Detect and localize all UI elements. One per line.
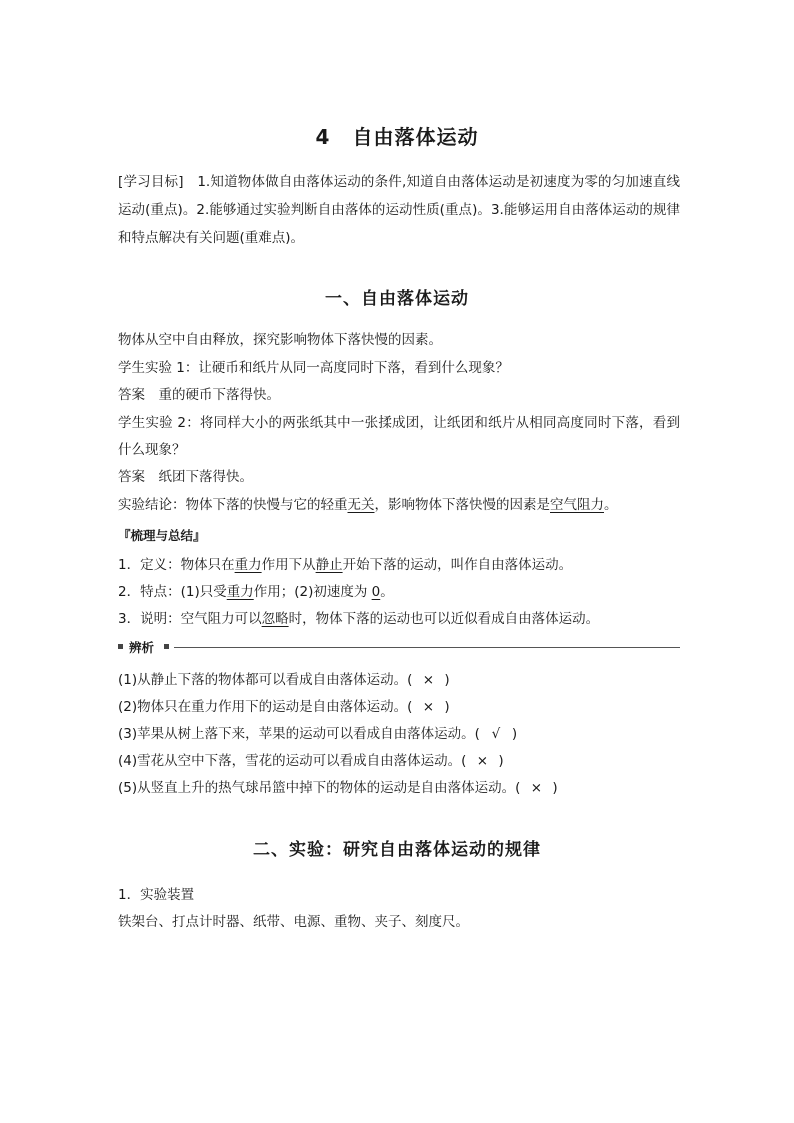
feature-answer-1: 重力: [226, 584, 254, 600]
lesson-title: 自由落体运动: [352, 125, 479, 149]
definition-line: [118, 552, 680, 579]
note-line: [118, 606, 680, 633]
judgement-answer: ×: [422, 699, 435, 715]
feature-answer-2: 0: [371, 584, 381, 600]
judgement-answer: ×: [422, 672, 435, 688]
experiment1-question: 学生实验 1：让硬币和纸片从同一高度同时下落，看到什么现象？: [118, 360, 509, 376]
section2-heading: 二、实验：研究自由落体运动的规律: [253, 840, 541, 860]
page-title: [0, 121, 794, 150]
feature-text: 。: [380, 584, 394, 600]
conclusion-answer-1: 无关: [347, 497, 375, 513]
experiment-conclusion: [118, 492, 680, 519]
judgement-answer: ×: [476, 753, 489, 769]
judgement-item: [118, 667, 680, 694]
definition-text: 1．定义：物体只在: [118, 557, 235, 573]
conclusion-text: 实验结论：物体下落的快慢与它的轻重: [118, 497, 348, 513]
judgement-close: ): [511, 726, 518, 742]
experiment2-answer: 答案 纸团下落得快。: [118, 469, 253, 485]
analysis-label: 辨析: [129, 640, 155, 655]
judgement-item: [118, 748, 680, 775]
section2-subheading: 1．实验装置: [118, 887, 195, 903]
feature-text: 作用；(2)初速度为: [253, 584, 372, 600]
analysis-divider: [118, 639, 680, 657]
judgement-item: [118, 775, 680, 802]
divider-rule: [174, 647, 680, 648]
definition-text: 作用下从: [261, 557, 316, 573]
judgement-item: [118, 721, 680, 748]
experiment1-answer: 答案 重的硬币下落得快。: [118, 387, 280, 403]
experiment2-question: 学生实验 2：将同样大小的两张纸其中一张揉成团，让纸团和纸片从相同高度同时下落，看到什么现象？: [118, 415, 680, 458]
judgement-close: ): [444, 699, 450, 715]
judgement-text: (5)从竖直上升的热气球吊篮中掉下的物体的运动是自由落体运动。(: [118, 780, 521, 796]
note-answer-1: 忽略: [261, 611, 289, 627]
bullet-square-icon: [118, 644, 123, 649]
judgement-text: (1)从静止下落的物体都可以看成自由落体运动。(: [118, 672, 413, 688]
judgement-close: ): [444, 672, 450, 688]
feature-text: 2．特点：(1)只受: [118, 584, 227, 600]
conclusion-answer-2: 空气阻力: [550, 497, 604, 513]
equipment-list: 铁架台、打点计时器、纸带、电源、重物、夹子、刻度尺。: [118, 914, 469, 930]
lesson-number: 4: [315, 125, 331, 149]
judgement-answer: √: [491, 726, 501, 742]
definition-text: 开始下落的运动，叫作自由落体运动。: [342, 557, 573, 573]
note-text: 3．说明：空气阻力可以: [118, 611, 262, 627]
judgement-close: ): [498, 753, 504, 769]
judgement-close: ): [552, 780, 558, 796]
judgement-text: (3)苹果从树上落下来，苹果的运动可以看成自由落体运动。(: [118, 726, 480, 742]
judgement-answer: ×: [530, 780, 543, 796]
definition-answer-2: 静止: [315, 557, 343, 573]
judgement-item: [118, 694, 680, 721]
definition-answer-1: 重力: [234, 557, 262, 573]
judgement-text: (2)物体只在重力作用下的运动是自由落体运动。(: [118, 699, 413, 715]
learning-goals: [学习目标] 1.知道物体做自由落体运动的条件,知道自由落体运动是初速度为零的匀加速直线运动(重点)。2.能够通过实验判断自由落体的运动性质(重点)。3.能够运用自由落体运动的规律和特点解决有关问题(重难点)。: [118, 174, 680, 246]
section1-intro: 物体从空中自由释放，探究影响物体下落快慢的因素。: [118, 332, 442, 348]
note-text: 时，物体下落的运动也可以近似看成自由落体运动。: [288, 611, 600, 627]
bullet-square-icon: [164, 644, 169, 649]
conclusion-text: 。: [604, 497, 618, 513]
section1-heading: 一、自由落体运动: [325, 289, 469, 309]
feature-line: [118, 579, 680, 606]
conclusion-text: ，影响物体下落快慢的因素是: [374, 497, 550, 513]
summary-label: 『梳理与总结』: [118, 528, 206, 543]
judgement-text: (4)雪花从空中下落，雪花的运动可以看成自由落体运动。(: [118, 753, 467, 769]
